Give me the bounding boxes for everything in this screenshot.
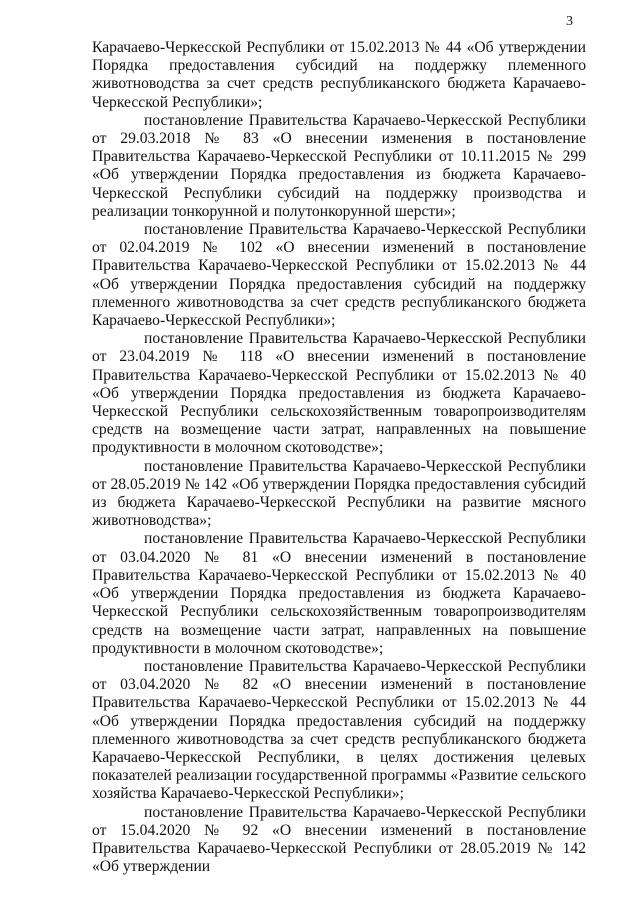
paragraph-resolution-2020-82: постановление Правительства Карачаево-Черкесской Республики от 03.04.2020 № 82 «О внесении изменений в постановление Правительства Карачаево-Черкесской Республики от 15.02.2013 № 44 «Об утверждении Порядка предоставления субсидий на поддержку племенного животноводства за счет средств республиканского бюджета Карачаево-Черкесской Республики, в целях достижения целевых показателей реализации государственной программы «Развитие сельского хозяйства Карачаево-Черкесской Республики»; — [92, 657, 586, 803]
paragraph-resolution-2020-92: постановление Правительства Карачаево-Черкесской Республики от 15.04.2020 № 92 «О внесении изменений в постановление Правительства Карачаево-Черкесской Республики от 28.05.2019 № 142 «Об утверждении — [92, 803, 586, 876]
paragraph-resolution-2019-102: постановление Правительства Карачаево-Черкесской Республики от 02.04.2019 № 102 «О внесении изменений в постановление Правительства Карачаево-Черкесской Республики от 15.02.2013 № 44 «Об утверждении Порядка предоставления субсидий на поддержку племенного животноводства за счет средств республиканского бюджета Карачаево-Черкесской Республики»; — [92, 221, 586, 330]
paragraph-resolution-2020-81: постановление Правительства Карачаево-Черкесской Республики от 03.04.2020 № 81 «О внесении изменений в постановление Правительства Карачаево-Черкесской Республики от 15.02.2013 № 40 «Об утверждении Порядка предоставления из бюджета Карачаево-Черкесской Республики сельскохозяйственным товаропроизводителям средств на возмещение части затрат, направленных на повышение продуктивности в молочном скотоводстве»; — [92, 530, 586, 657]
page-number: 3 — [566, 14, 573, 29]
paragraph-continuation: Карачаево-Черкесской Республики от 15.02.2013 № 44 «Об утверждении Порядка предоставления субсидий на поддержку племенного животноводства за счет средств республиканского бюджета Карачаево-Черкесской Республики»; — [92, 39, 586, 111]
paragraph-resolution-2019-118: постановление Правительства Карачаево-Черкесской Республики от 23.04.2019 № 118 «О внесении изменений в постановление Правительства Карачаево-Черкесской Республики от 15.02.2013 № 40 «Об утверждении Порядка предоставления из бюджета Карачаево-Черкесской Республики сельскохозяйственным товаропроизводителям средств на возмещение части затрат, направленных на повышение продуктивности в молочном скотоводстве»; — [92, 330, 586, 457]
paragraph-resolution-2018-83: постановление Правительства Карачаево-Черкесской Республики от 29.03.2018 № 83 «О внесении изменения в постановление Правительства Карачаево-Черкесской Республики от 10.11.2015 № 299 «Об утверждении Порядка предоставления из бюджета Карачаево-Черкесской Республики субсидий на поддержку производства и реализации тонкорунной и полутонкорунной шерсти»; — [92, 111, 586, 220]
document-body — [92, 39, 586, 876]
paragraph-resolution-2019-142: постановление Правительства Карачаево-Черкесской Республики от 28.05.2019 № 142 «Об утверждении Порядка предоставления субсидий из бюджета Карачаево-Черкесской Республики на развитие мясного животноводства»; — [92, 457, 586, 530]
